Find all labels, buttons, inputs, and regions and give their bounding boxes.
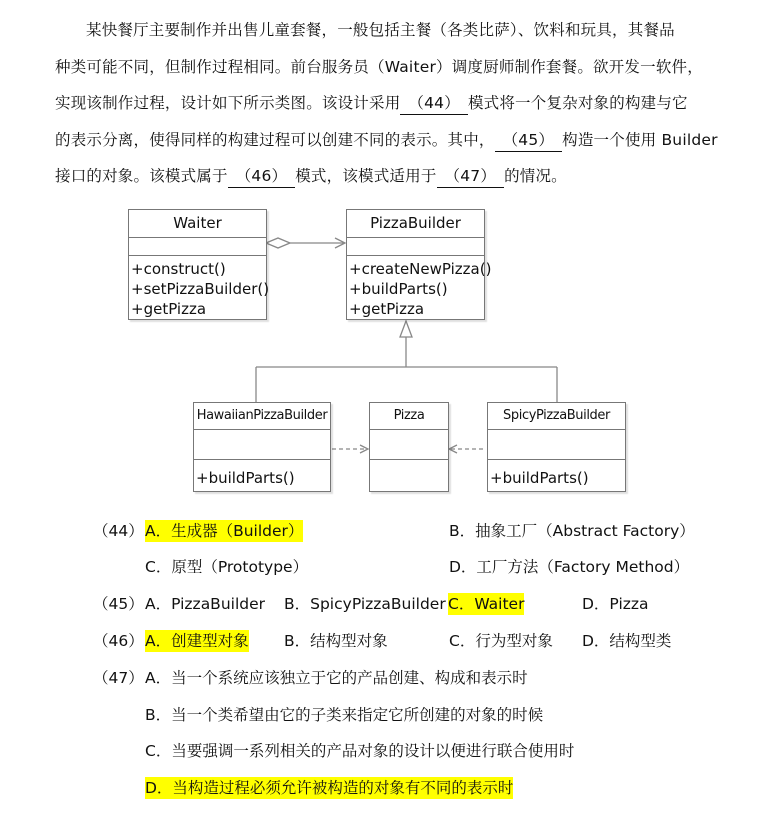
q46-number: （46） <box>93 632 144 650</box>
class-waiter-attrs <box>129 238 266 256</box>
op-get-pizza: +getPizza <box>349 300 425 318</box>
class-hawaiian-pizza-builder <box>193 402 331 492</box>
q44-number: （44） <box>93 522 144 540</box>
q46-option-b: B．结构型对象 <box>284 632 388 650</box>
q45-option-d: D．Pizza <box>582 595 649 613</box>
q47-option-d: D．当构造过程必须允许被构造的对象有不同的表示时 <box>145 779 514 797</box>
class-pizza-builder-ops <box>347 256 492 322</box>
q45-option-a: A．PizzaBuilder <box>145 595 266 613</box>
aggregation-diamond <box>266 238 290 248</box>
generalization-triangle <box>400 321 412 337</box>
class-spicy-attrs <box>488 430 625 460</box>
blank-46: （46） <box>228 165 296 188</box>
class-spicy-pizza-builder <box>487 402 626 492</box>
question-text <box>55 12 718 195</box>
question-line-3b: 模式将一个复杂对象的构建与它 <box>467 94 688 112</box>
q47-number: （47） <box>93 669 144 687</box>
question-line-1: 某快餐厅主要制作并出售儿童套餐，一般包括主餐（各类比萨）、饮料和玩具，其餐品 <box>86 21 675 39</box>
blank-47: （47） <box>437 165 505 188</box>
q44-option-b: B．抽象工厂（Abstract Factory） <box>449 522 695 540</box>
class-waiter-name: Waiter <box>129 210 266 238</box>
question-line-2: 种类可能不同，但制作过程相同。前台服务员（Waiter）调度厨师制作套餐。欲开发一软件， <box>55 57 703 76</box>
q44-option-a: A．生成器（Builder） <box>145 522 304 540</box>
op-build-parts: +buildParts() <box>349 280 448 298</box>
question-line-5b: 模式，该模式适用于 <box>295 167 437 185</box>
class-pizza-builder-attrs <box>347 238 484 256</box>
class-pizza-builder-name: PizzaBuilder <box>347 210 484 238</box>
class-pizza <box>369 402 449 492</box>
class-spicy-ops <box>488 460 625 491</box>
q46-option-a: A．创建型对象 <box>145 632 249 650</box>
q44-option-c: C．原型（Prototype） <box>145 558 309 576</box>
class-waiter-ops <box>129 256 270 322</box>
q44-option-d: D．工厂方法（Factory Method） <box>449 558 690 576</box>
question-line-5c: 的情况。 <box>504 167 567 185</box>
op-construct: +construct() <box>131 260 226 278</box>
q46-option-d: D．结构型类 <box>582 632 672 650</box>
q45-option-b: B．SpicyPizzaBuilder <box>284 595 446 613</box>
aggregation-arrowhead <box>335 238 345 248</box>
op-set-pizza-builder: +setPizzaBuilder() <box>131 280 270 298</box>
class-pizza-name: Pizza <box>370 403 448 430</box>
class-waiter <box>128 209 270 320</box>
q47-option-a: A．当一个系统应该独立于它的产品创建、构成和表示时 <box>145 669 528 687</box>
question-line-3a: 实现该制作过程，设计如下所示类图。该设计采用 <box>55 94 401 112</box>
class-pizza-attrs <box>370 430 448 460</box>
blank-44: （44） <box>400 92 468 115</box>
question-line-5a: 接口的对象。该模式属于 <box>55 167 228 185</box>
op-build-parts: +buildParts() <box>196 469 295 487</box>
class-hawaiian-name: HawaiianPizzaBuilder <box>194 403 330 430</box>
blank-45: （45） <box>495 129 563 152</box>
q47-option-b: B．当一个类希望由它的子类来指定它所创建的对象的时候 <box>145 706 544 724</box>
q45-option-c: C．Waiter <box>448 595 525 613</box>
q47-option-c: C．当要强调一系列相关的产品对象的设计以便进行联合使用时 <box>145 742 575 760</box>
op-get-pizza: +getPizza <box>131 300 207 318</box>
op-build-parts: +buildParts() <box>490 469 589 487</box>
class-hawaiian-ops <box>194 460 330 491</box>
dependency-hawaiian-arrow <box>360 445 368 453</box>
class-pizza-builder <box>346 209 492 320</box>
op-create-new-pizza: +createNewPizza() <box>349 260 492 278</box>
question-line-4a: 的表示分离，使得同样的构建过程可以创建不同的表示。其中， <box>55 130 495 149</box>
class-spicy-name: SpicyPizzaBuilder <box>488 403 625 430</box>
question-line-4b: 构造一个使用 Builder <box>562 130 718 149</box>
class-hawaiian-attrs <box>194 430 330 460</box>
q45-number: （45） <box>93 595 144 613</box>
dependency-spicy-arrow <box>449 445 457 453</box>
q46-option-c: C．行为型对象 <box>449 632 553 650</box>
